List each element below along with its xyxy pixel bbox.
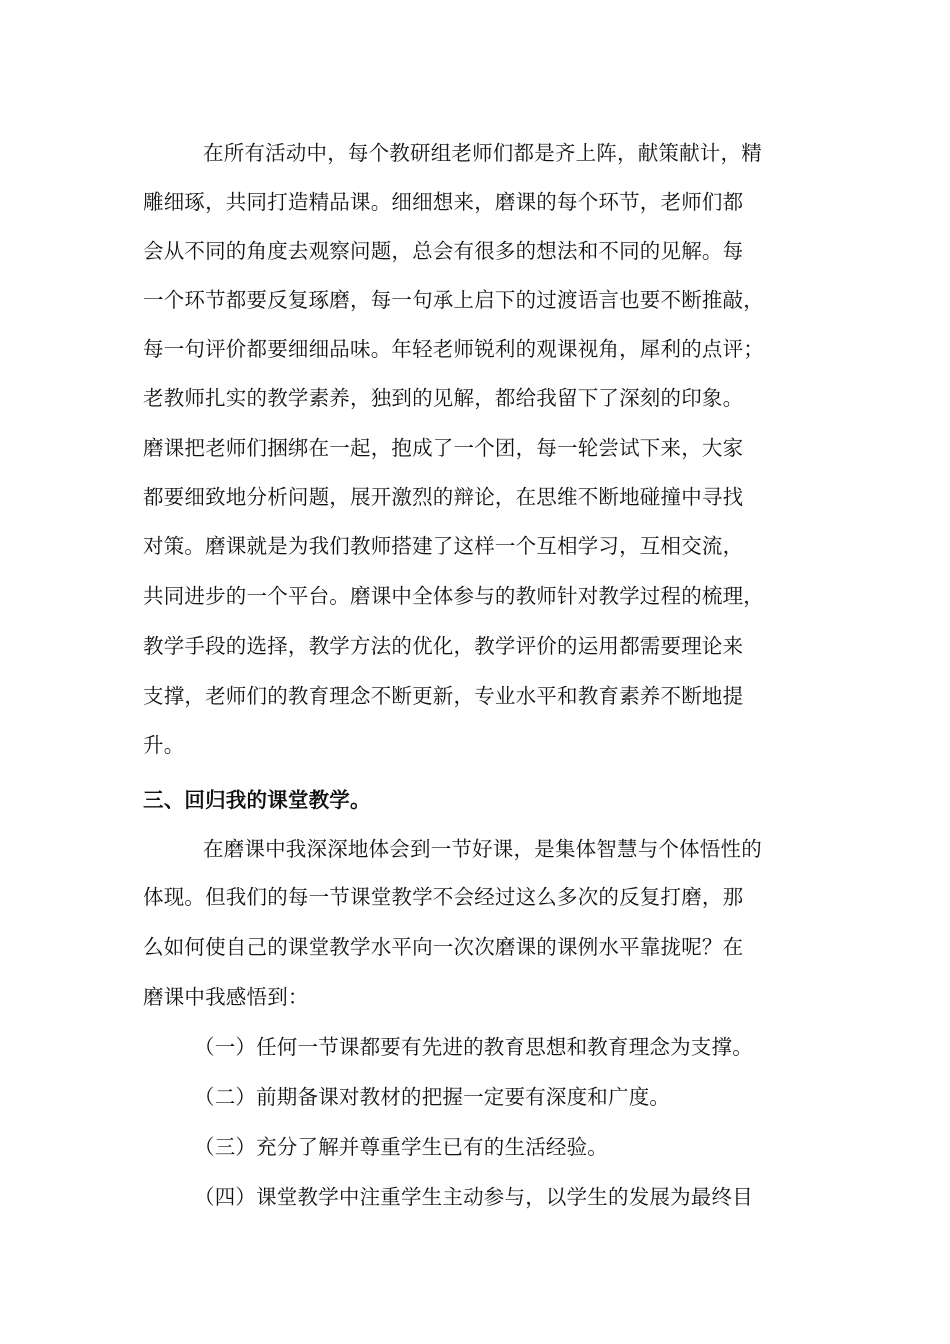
paragraph-1-line-9: 对策。磨课就是为我们教师搭建了这样一个互相学习，互相交流，	[143, 534, 744, 558]
paragraph-1-line-13: 升。	[143, 733, 185, 757]
point-1: （一）任何一节课都要有先进的教育思想和教育理念为支撑。	[194, 1035, 753, 1059]
paragraph-1-line-12: 支撑，老师们的教育理念不断更新，专业水平和教育素养不断地提	[143, 684, 744, 708]
point-3: （三）充分了解并尊重学生已有的生活经验。	[194, 1135, 608, 1159]
paragraph-1-line-6: 老教师扎实的教学素养，独到的见解，都给我留下了深刻的印象。	[143, 386, 744, 410]
paragraph-2-line-3: 么如何使自己的课堂教学水平向一次次磨课的课例水平靠拢呢？在	[143, 935, 744, 959]
paragraph-1-line-2: 雕细琢，共同打造精品课。细细想来，磨课的每个环节，老师们都	[143, 190, 744, 214]
paragraph-2-line-2: 体现。但我们的每一节课堂教学不会经过这么多次的反复打磨，那	[143, 885, 744, 909]
paragraph-2-line-1: 在磨课中我深深地体会到一节好课，是集体智慧与个体悟性的	[203, 837, 762, 861]
paragraph-1-line-5: 每一句评价都要细细品味。年轻老师锐利的观课视角，犀利的点评；	[143, 337, 764, 361]
paragraph-1-line-7: 磨课把老师们捆绑在一起，抱成了一个团，每一轮尝试下来，大家	[143, 436, 744, 460]
paragraph-1-line-8: 都要细致地分析问题，展开激烈的辩论，在思维不断地碰撞中寻找	[143, 485, 744, 509]
paragraph-2-line-4: 磨课中我感悟到：	[143, 985, 309, 1009]
paragraph-1-line-3: 会从不同的角度去观察问题，总会有很多的想法和不同的见解。每	[143, 239, 744, 263]
paragraph-1-line-1: 在所有活动中，每个教研组老师们都是齐上阵，献策献计，精	[203, 141, 762, 165]
paragraph-1-line-10: 共同进步的一个平台。磨课中全体参与的教师针对教学过程的梳理，	[143, 584, 764, 608]
section-3-heading: 三、回归我的课堂教学。	[143, 788, 371, 812]
paragraph-1-line-11: 教学手段的选择，教学方法的优化，教学评价的运用都需要理论来	[143, 634, 744, 658]
point-2: （二）前期备课对教材的把握一定要有深度和广度。	[194, 1085, 671, 1109]
point-4: （四）课堂教学中注重学生主动参与，以学生的发展为最终目	[194, 1185, 753, 1209]
paragraph-1-line-4: 一个环节都要反复琢磨，每一句承上启下的过渡语言也要不断推敲，	[143, 288, 764, 312]
